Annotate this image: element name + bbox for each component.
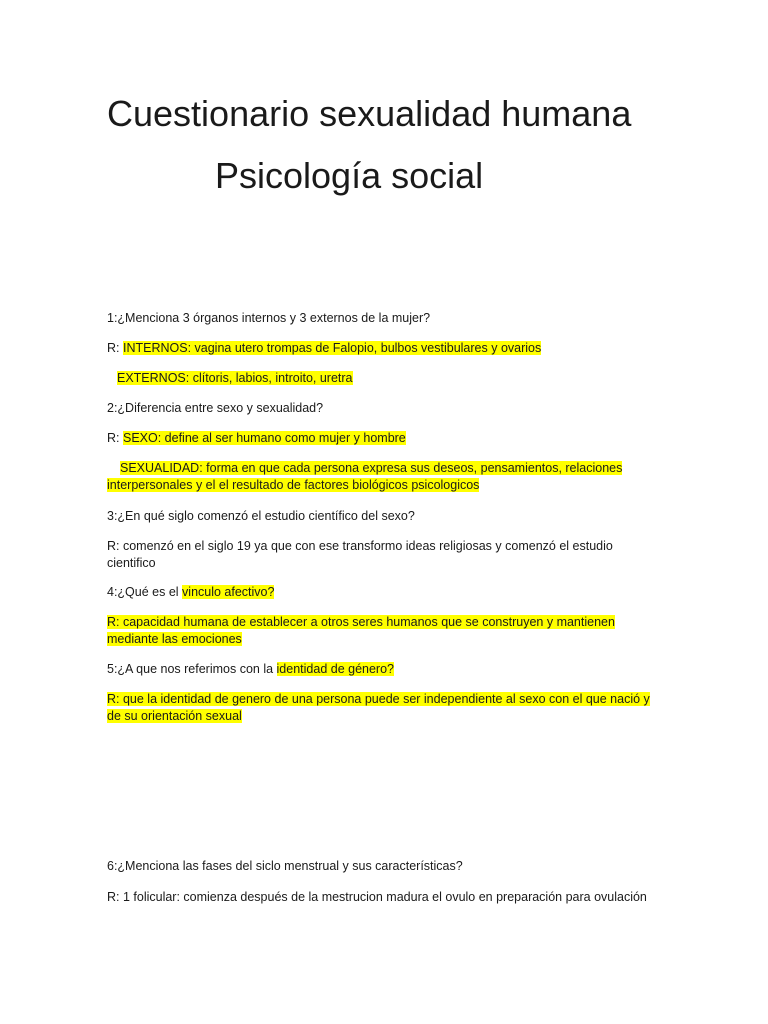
answer-6: R: 1 folicular: comienza después de la mestrucion madura el ovulo en preparación para ovulación (107, 890, 647, 904)
answer-1-internos-text: INTERNOS: vagina utero trompas de Falopio, bulbos vestibulares y ovarios (122, 341, 542, 355)
answer-4-text: R: capacidad humana de establecer a otros seres humanos que se construyen y mantienen mediante las emociones (107, 615, 615, 646)
question-4-text: 4:¿Qué es el (107, 585, 183, 599)
document-title: Cuestionario sexualidad humana (107, 93, 632, 134)
question-3: 3:¿En qué siglo comenzó el estudio científico del sexo? (107, 509, 415, 523)
document-subtitle: Psicología social (215, 155, 484, 196)
answer-2-sexualidad (107, 460, 655, 494)
question-4 (107, 584, 655, 601)
answer-2-sexo-text: SEXO: define al ser humano como mujer y hombre (122, 431, 406, 445)
question-5-text: 5:¿A que nos referimos con la (107, 662, 277, 676)
answer-2-sexualidad-text: SEXUALIDAD: forma en que cada persona expresa sus deseos, pensamientos, relaciones interpersonales y el el resultado de factores biológicos psicologicos (107, 461, 623, 492)
answer-1-internos (107, 340, 655, 357)
question-1: 1:¿Menciona 3 órganos internos y 3 externos de la mujer? (107, 311, 431, 325)
question-5-highlight: identidad de género? (276, 662, 394, 676)
question-2: 2:¿Diferencia entre sexo y sexualidad? (107, 401, 324, 415)
question-4-highlight: vinculo afectivo? (182, 585, 275, 599)
answer-2-sexo (107, 430, 655, 447)
question-6: 6:¿Menciona las fases del siclo menstrual y sus características? (107, 859, 463, 873)
answer-3: R: comenzó en el siglo 19 ya que con ese transformo ideas religiosas y comenzó el estudio cientifico (107, 539, 613, 570)
question-5 (107, 661, 655, 678)
answer-1-externos-text: EXTERNOS: clítoris, labios, introito, uretra (117, 371, 353, 385)
answer-5 (107, 691, 655, 725)
answer-5-text: R: que la identidad de genero de una persona puede ser independiente al sexo con el que nació y de su orientación sexual (107, 692, 650, 723)
answer-prefix: R: (107, 431, 123, 445)
answer-1-externos (107, 370, 665, 387)
answer-4 (107, 614, 655, 648)
answer-prefix: R: (107, 341, 123, 355)
